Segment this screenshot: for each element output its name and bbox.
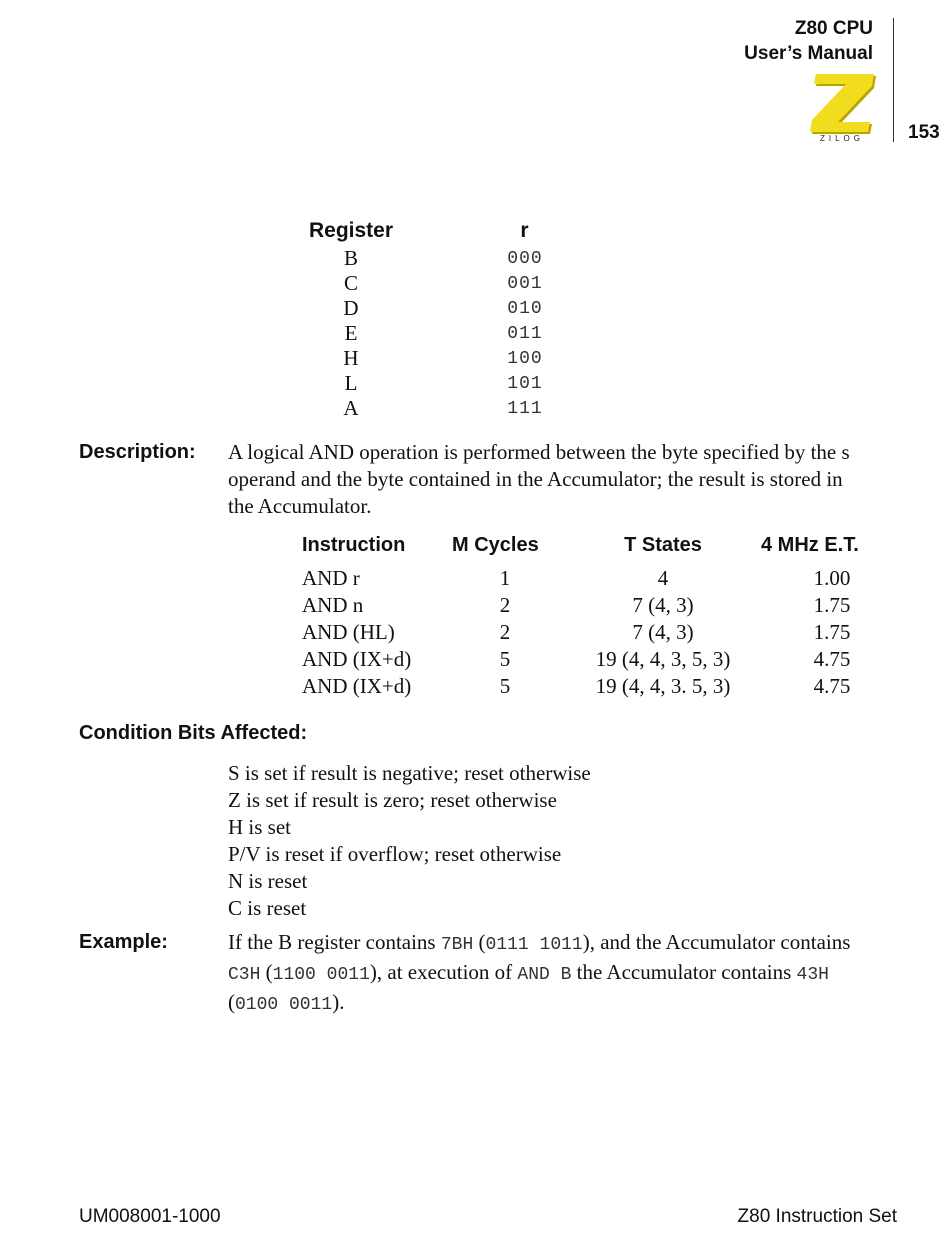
tstates-cell: 19 (4, 4, 3. 5, 3) (595, 674, 731, 698)
instruction-cell: AND n (302, 593, 364, 617)
example-text-span: ( (260, 960, 273, 984)
example-code: 1100 0011 (272, 965, 370, 985)
tstates-cell: 7 (4, 3) (632, 620, 694, 644)
example-label: Example: (79, 931, 168, 953)
instruction-cell: AND (IX+d) (302, 647, 412, 671)
mcycles-cell: 1 (499, 566, 511, 590)
example-text (228, 929, 918, 1019)
description-line: the Accumulator. (228, 494, 372, 518)
register-code-cell: 000 (507, 249, 543, 269)
condition-line: H is set (228, 815, 291, 839)
example-text-span: ). (332, 990, 345, 1014)
title-line-1: Z80 CPU (794, 18, 873, 39)
example-line (228, 959, 918, 989)
example-code: C3H (228, 965, 261, 985)
mcycles-cell: 5 (499, 647, 511, 671)
example-code: AND B (517, 965, 572, 985)
exec-time-cell: 4.75 (813, 647, 851, 671)
tstates-cell: 19 (4, 4, 3, 5, 3) (595, 647, 731, 671)
exec-time-col-header: 4 MHz E.T. (761, 534, 859, 556)
register-col-header: Register (308, 219, 394, 242)
register-code-cell: 010 (507, 299, 543, 319)
tstates-cell: 4 (657, 566, 669, 590)
description-line: operand and the byte contained in the Accumulator; the result is stored in (228, 467, 843, 491)
register-code-cell: 001 (507, 274, 543, 294)
instruction-cell: AND (HL) (302, 620, 395, 644)
register-cell: L (344, 371, 358, 395)
condition-line: P/V is reset if overflow; reset otherwise (228, 842, 562, 866)
register-code-cell: 111 (507, 399, 543, 419)
example-code: 43H (796, 965, 829, 985)
title-line-2: User’s Manual (744, 43, 873, 64)
description-line: A logical AND operation is performed between the byte specified by the s (228, 440, 850, 464)
page-number: 153 (908, 122, 940, 143)
instruction-col-header: Instruction (302, 534, 406, 556)
register-cell: A (343, 396, 359, 420)
condition-bits-label: Condition Bits Affected: (79, 722, 308, 744)
condition-line: N is reset (228, 869, 308, 893)
mcycles-cell: 5 (499, 674, 511, 698)
register-cell: E (344, 321, 358, 345)
instruction-cell: AND r (302, 566, 360, 590)
register-code-cell: 100 (507, 349, 543, 369)
tstates-cell: 7 (4, 3) (632, 593, 694, 617)
footer-doc-id: UM008001-1000 (79, 1206, 221, 1227)
header-divider (893, 18, 894, 142)
footer-section: Z80 Instruction Set (737, 1206, 897, 1227)
example-text-span: ), and the Accumulator contains (582, 930, 851, 954)
manual-title (744, 16, 873, 66)
example-text-span: the Accumulator contains (571, 960, 797, 984)
svg-text:ZILOG: ZILOG (819, 134, 865, 142)
register-cell: B (343, 246, 358, 270)
exec-time-cell: 1.75 (813, 593, 851, 617)
mcycles-col-header: M Cycles (452, 534, 539, 556)
exec-time-cell: 1.75 (813, 620, 851, 644)
register-cell: C (343, 271, 358, 295)
register-cell: D (343, 296, 359, 320)
instruction-cell: AND (IX+d) (302, 674, 412, 698)
register-code-cell: 011 (507, 324, 543, 344)
exec-time-cell: 1.00 (813, 566, 851, 590)
condition-line: C is reset (228, 896, 307, 920)
exec-time-cell: 4.75 (813, 674, 851, 698)
description-text (228, 439, 908, 520)
condition-line: S is set if result is negative; reset otherwise (228, 761, 591, 785)
zilog-logo (806, 70, 878, 142)
mcycles-cell: 2 (499, 620, 511, 644)
example-text-span: ( (473, 930, 486, 954)
example-text-span: ( (228, 990, 235, 1014)
example-code: 7BH (440, 935, 474, 955)
example-line (228, 929, 918, 959)
tstates-col-header: T States (624, 534, 702, 556)
mcycles-cell: 2 (499, 593, 511, 617)
register-code-cell: 101 (507, 374, 543, 394)
example-code: 0100 0011 (235, 995, 333, 1015)
register-cell: H (343, 346, 359, 370)
example-text-span: ), at execution of (369, 960, 518, 984)
example-text-span: If the B register contains (228, 930, 441, 954)
description-label: Description: (79, 441, 196, 463)
example-line (228, 989, 918, 1019)
condition-line: Z is set if result is zero; reset otherwise (228, 788, 557, 812)
example-code: 0111 1011 (485, 935, 583, 955)
r-col-header: r (520, 219, 530, 242)
